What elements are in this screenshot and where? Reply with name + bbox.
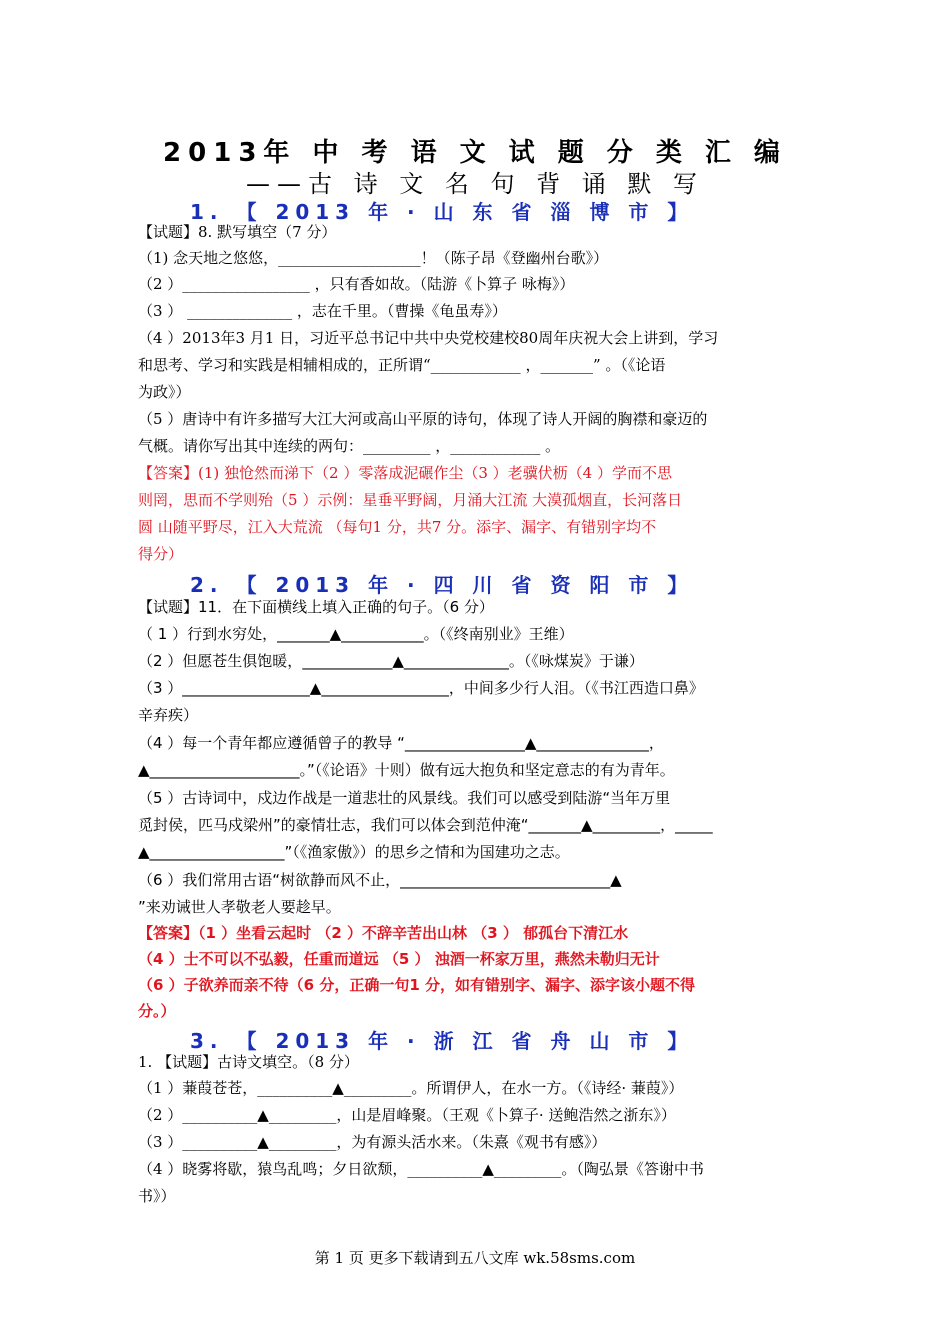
question-line: 气概。请你写出其中连续的两句：_________ ，____________ 。 — [138, 437, 561, 455]
question-line: （2 ）__________▲_________，山是眉峰聚。（王观《卜算子· 送鲍浩然之浙东》） — [138, 1106, 676, 1124]
section-heading-2: 2. 【 2013 年 · 四 川 省 资 阳 市 】 — [190, 573, 694, 597]
question-line: 书》） — [138, 1187, 176, 1205]
question-line: （2 ）_________________ ，只有香如故。（陆游《卜算子 咏梅》） — [138, 275, 575, 293]
answer-line: 【答案】(1) 独怆然而涕下（2 ）零落成泥碾作尘（3 ）老骥伏枥（4 ）学而不思 — [138, 464, 672, 482]
answer-line: 圆 山随平野尽，江入大荒流 （每句1 分，共7 分。添字、漏字、有错别字均不 — [138, 518, 657, 536]
answer-line: 得分） — [138, 545, 184, 563]
question-line: 【试题】11．在下面横线上填入正确的句子。（6 分） — [138, 598, 494, 616]
question-line: （4 ）晓雾将歇，猿鸟乱鸣；夕日欲颓，__________▲_________。（陶弘景《答谢中书 — [138, 1160, 704, 1178]
question-line: （1 ）蒹葭苍苍，__________▲_________。所谓伊人，在水一方。（《诗经· 蒹葭》） — [138, 1079, 684, 1097]
question-line: 【试题】8. 默写填空（7 分） — [138, 223, 337, 241]
question-line: 1. 【试题】古诗文填空。（8 分） — [138, 1053, 359, 1071]
question-line: ▲____________________。”（《论语》十则）做有远大抱负和坚定意志的有为青年。 — [138, 761, 675, 779]
question-line: （1) 念天地之悠悠，___________________！（陈子昂《登幽州台歌》） — [138, 249, 609, 267]
page-footer: 第 1 页 更多下载请到五八文库 wk.58sms.com — [314, 1249, 636, 1267]
question-line: （3 ）__________▲_________，为有源头活水来。（朱熹《观书有感》） — [138, 1133, 607, 1151]
question-line: （4 ）2013年3 月1 日，习近平总书记中共中央党校建校80周年庆祝大会上讲到，学习 — [138, 329, 719, 347]
question-line: （6 ）我们常用古语“树欲静而风不止，____________________________▲ — [138, 871, 622, 889]
question-line: 为政》） — [138, 383, 191, 401]
answer-line: （6 ）子欲养而亲不待（6 分，正确一句1 分，如有错别字、漏字、添字该小题不得 — [138, 976, 695, 994]
question-line: ”来劝诫世人孝敬老人要趁早。 — [138, 898, 341, 916]
section-heading-3: 3. 【 2013 年 · 浙 江 省 舟 山 市 】 — [190, 1029, 694, 1053]
question-line: ▲__________________”（《渔家傲》）的思乡之情和为国建功之志。 — [138, 843, 570, 861]
question-line: （5 ）唐诗中有许多描写大江大河或高山平原的诗句，体现了诗人开阔的胸襟和豪迈的 — [138, 410, 708, 428]
question-line: 和思考、学习和实践是相辅相成的，正所谓“____________ ，_______” 。（《论语 — [138, 356, 666, 374]
section-heading-1: 1. 【 2013 年 · 山 东 省 淄 博 市 】 — [190, 200, 694, 224]
page-title: 2013年 中 考 语 文 试 题 分 类 汇 编 — [163, 138, 787, 168]
question-line: （4 ）每一个青年都应遵循曾子的教导 “________________▲_______________， — [138, 734, 664, 752]
page-subtitle: ——古 诗 文 名 句 背 诵 默 写 — [245, 170, 705, 198]
answer-line: 【答案】（1 ）坐看云起时 （2 ）不辞辛苦出山林 （3 ） 郁孤台下清江水 — [138, 924, 629, 942]
question-line: 觅封侯，匹马戍梁州”的豪情壮志，我们可以体会到范仲淹“_______▲_________，_____ — [138, 816, 713, 834]
question-line: （ 1 ）行到水穷处，_______▲___________。（《终南别业》王维） — [138, 625, 574, 643]
question-line: 辛弃疾） — [138, 706, 199, 724]
question-line: （2 ）但愿苍生俱饱暖，____________▲______________。（《咏煤炭》于谦） — [138, 652, 644, 670]
answer-line: （4 ）士不可以不弘毅，任重而道远 （5 ） 浊酒一杯家万里，燕然未勒归无计 — [138, 950, 660, 968]
answer-line: 分。） — [138, 1002, 176, 1020]
answer-line: 则罔，思而不学则殆（5 ）示例：星垂平野阔，月涌大江流 大漠孤烟直，长河落日 — [138, 491, 683, 509]
question-line: （3 ）_________________▲_________________，中间多少行人泪。（《书江西造口鼻》 — [138, 679, 704, 697]
question-line: （3 ） ______________ ，志在千里。（曹操《龟虽寿》） — [138, 302, 507, 320]
question-line: （5 ）古诗词中，戍边作战是一道悲壮的风景线。我们可以感受到陆游“当年万里 — [138, 789, 671, 807]
